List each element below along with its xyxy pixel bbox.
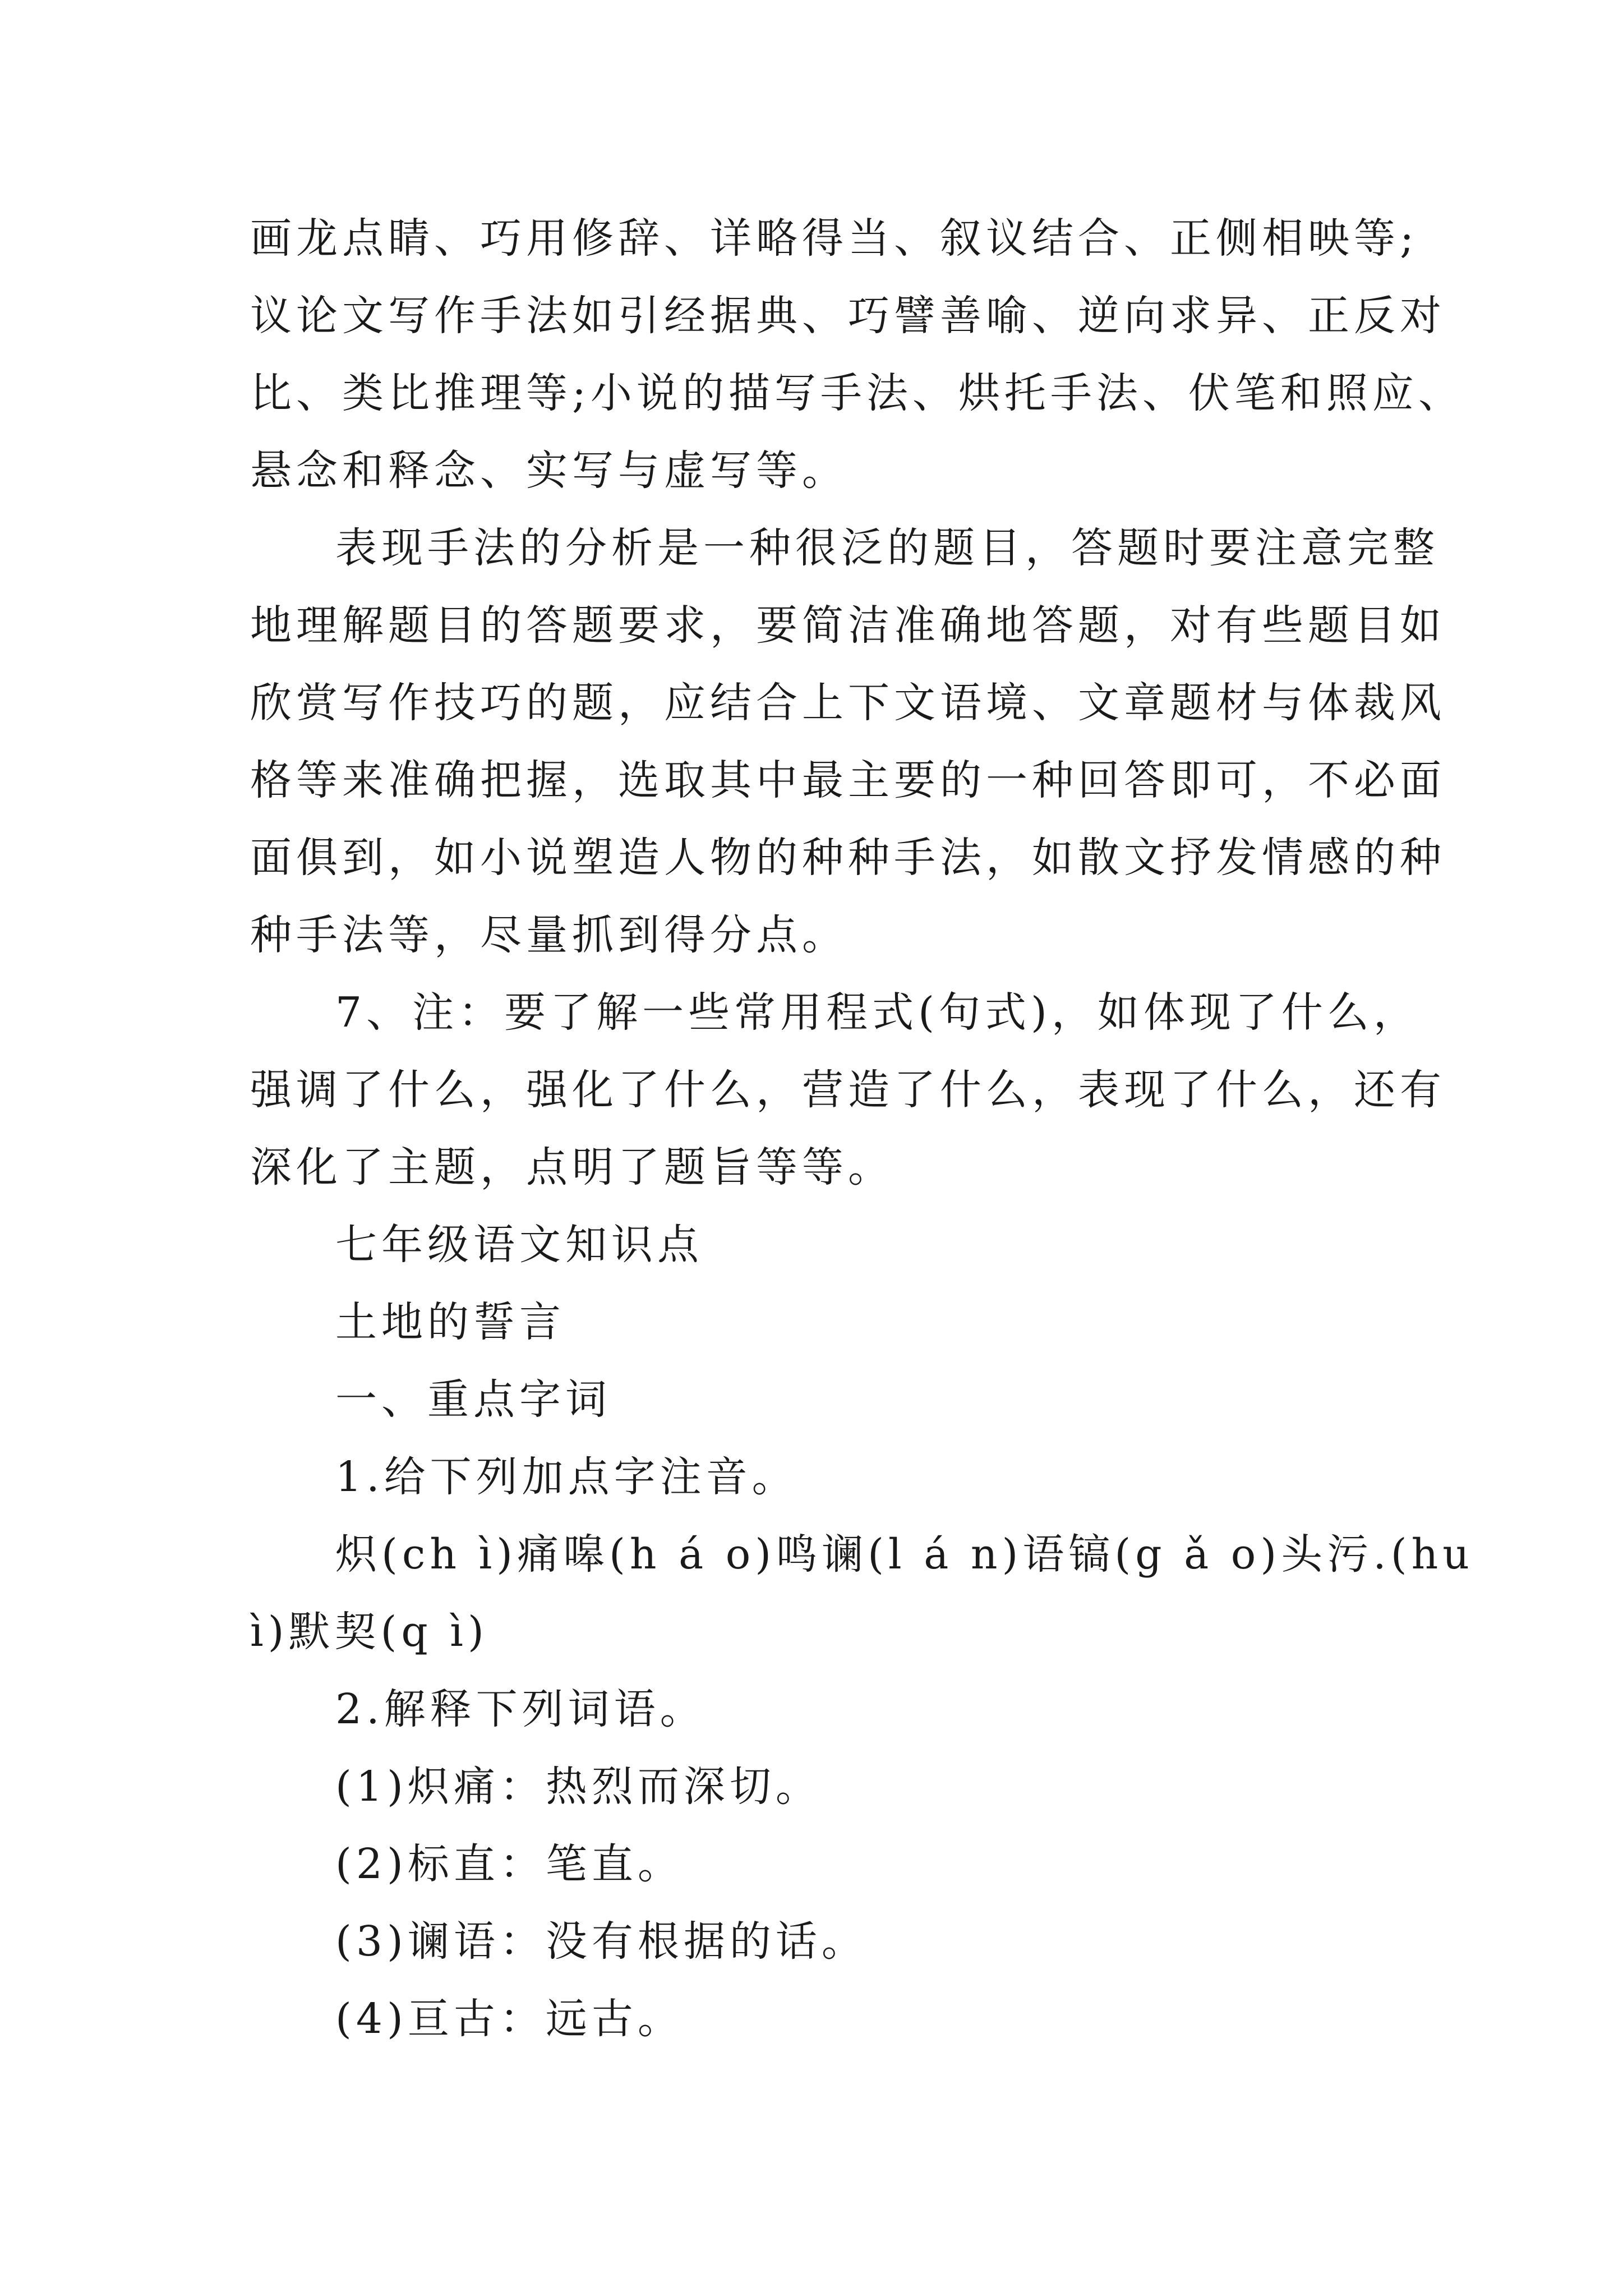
definition-item: (3)谰语：没有根据的话。 [335, 1917, 868, 1966]
definition-item: (4)亘古：远古。 [335, 1995, 684, 2043]
paragraph-line: 种手法等，尽量抓到得分点。 [250, 911, 848, 959]
subsection-heading: 一、重点字词 [335, 1375, 611, 1424]
paragraph-line: 比、类比推理等;小说的描写手法、烘托手法、伏笔和照应、 [250, 369, 1464, 417]
paragraph-line: 深化了主题，点明了题旨等等。 [250, 1143, 894, 1191]
paragraph-line: 欣赏写作技巧的题，应结合上下文语境、文章题材与体裁风 [250, 679, 1446, 727]
paragraph-line: 表现手法的分析是一种很泛的题目，答题时要注意完整 [335, 524, 1439, 572]
document-body [250, 200, 1474, 2058]
exercise-heading: 1.给下列加点字注音。 [335, 1453, 798, 1501]
paragraph-line: 格等来准确把握，选取其中最主要的一种回答即可，不必面 [250, 756, 1446, 804]
paragraph-line: 7、注：要了解一些常用程式(句式)，如体现了什么， [335, 988, 1419, 1037]
definition-item: (2)标直：笔直。 [335, 1840, 684, 1888]
paragraph-line: 地理解题目的答题要求，要简洁准确地答题，对有些题目如 [250, 601, 1446, 650]
lesson-title: 土地的誓言 [335, 1298, 565, 1346]
definition-item: (1)炽痛：热烈而深切。 [335, 1763, 822, 1811]
paragraph-line: 面俱到，如小说塑造人物的种种手法，如散文抒发情感的种 [250, 834, 1446, 882]
paragraph-line: 画龙点睛、巧用修辞、详略得当、叙议结合、正侧相映等; [250, 214, 1418, 263]
section-heading: 七年级语文知识点 [335, 1221, 703, 1269]
paragraph-line: 强调了什么，强化了什么，营造了什么，表现了什么，还有 [250, 1066, 1446, 1114]
paragraph-line: 议论文写作手法如引经据典、巧譬善喻、逆向求异、正反对 [250, 292, 1446, 340]
paragraph-line: 悬念和释念、实写与虚写等。 [250, 447, 848, 495]
pinyin-line: ì)默契(q ì) [250, 1608, 488, 1656]
exercise-heading: 2.解释下列词语。 [335, 1685, 706, 1733]
pinyin-line: 炽(ch ì)痛嗥(h á o)鸣谰(l á n)语镐(g ǎ o)头污.(hu [335, 1530, 1474, 1579]
